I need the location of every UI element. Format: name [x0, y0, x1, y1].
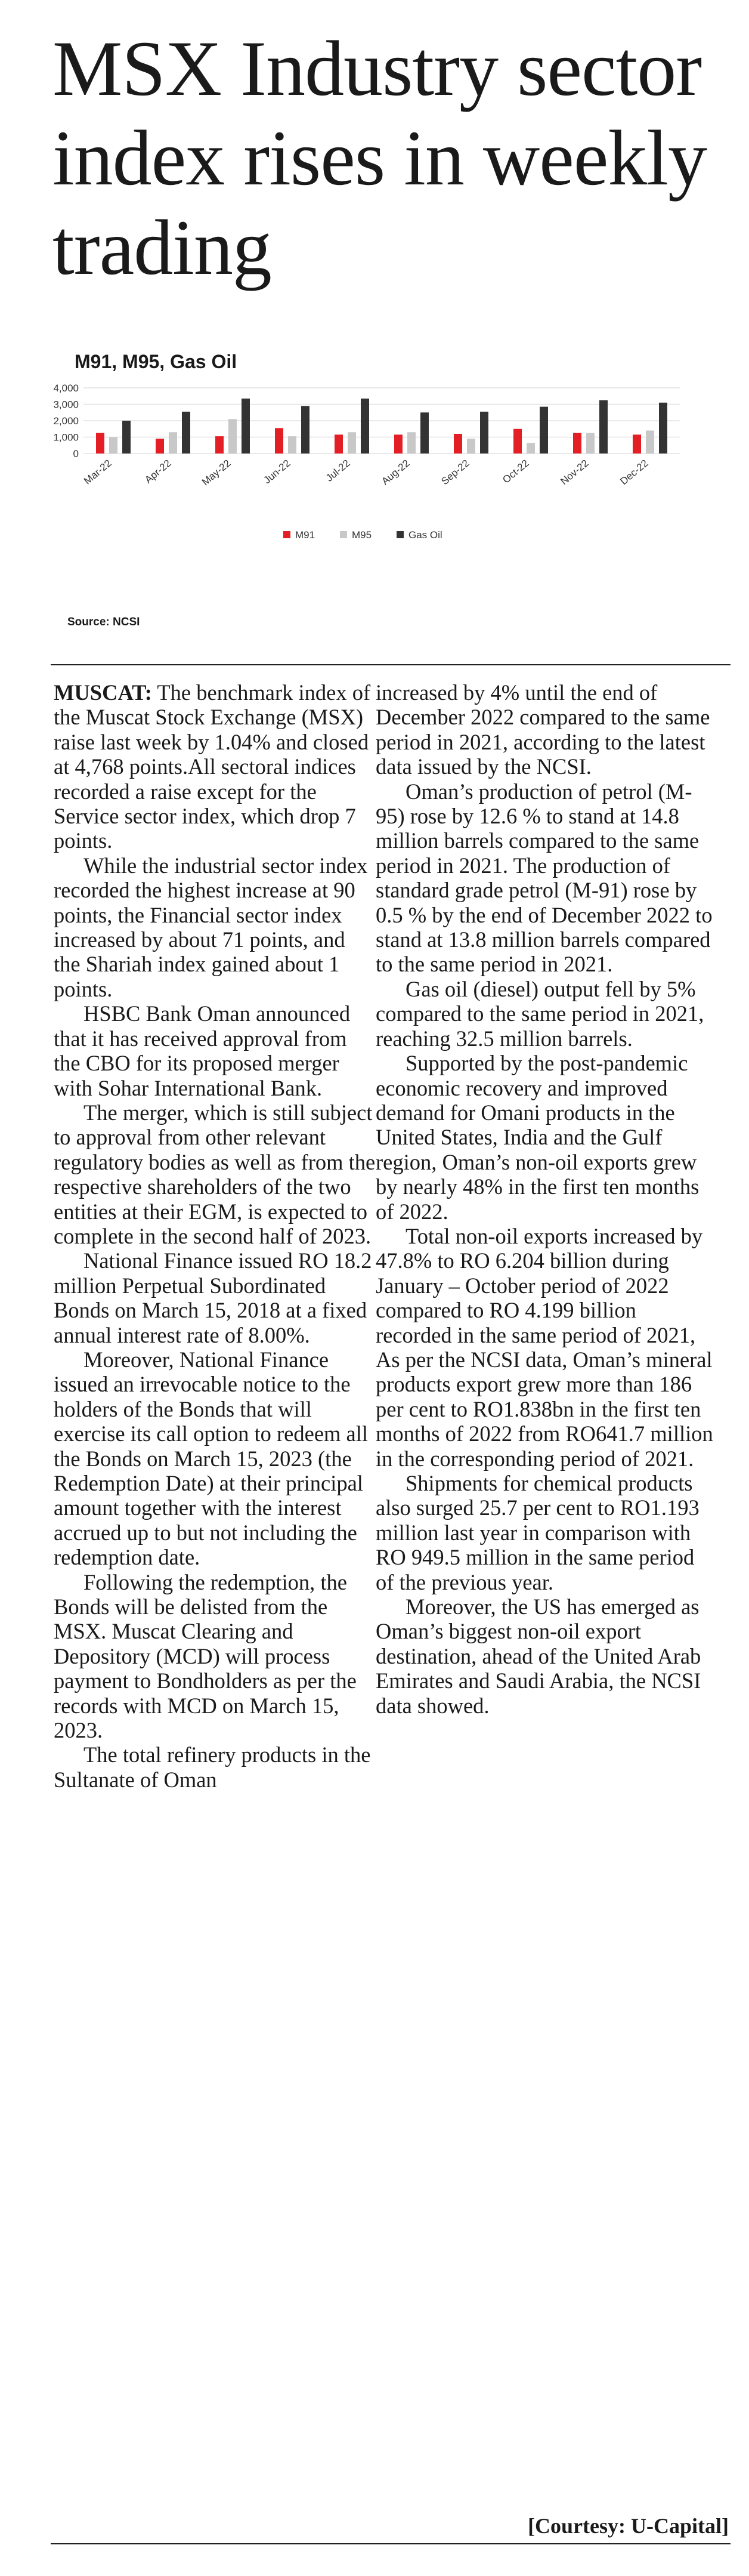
y-tick-label: 3,000	[53, 399, 79, 411]
bar-m95	[169, 432, 177, 454]
bar-m91	[156, 439, 164, 454]
legend-swatch	[397, 531, 404, 538]
bar-m95	[407, 432, 416, 454]
right-column	[376, 680, 716, 1718]
bar-m95	[348, 432, 356, 454]
article-paragraph: Moreover, National Finance issued an irrevocable notice to the holders of the Bonds that will exercise its call option to redeem all the Bonds on March 15, 2023 (the Redemption Date) at their principal amount together with the interest accrued up to but not including the redemption date.	[54, 1347, 369, 1570]
x-tick-label: Aug-22	[379, 457, 412, 488]
x-tick-label: Jun-22	[261, 457, 293, 486]
legend-label: M95	[352, 529, 372, 541]
article-paragraph	[54, 680, 376, 853]
bar-m91	[96, 433, 104, 454]
x-tick-label: Dec-22	[618, 457, 651, 488]
bar-gas-oil	[122, 421, 131, 454]
bar-m91	[633, 434, 641, 454]
x-tick-label: Apr-22	[143, 457, 174, 486]
legend-swatch	[340, 531, 347, 538]
top-divider	[51, 664, 731, 665]
article-paragraph: Following the redemption, the Bonds will be delisted from the MSX. Muscat Clearing and Depository (MCD) will process payment to Bondholders as per the records with MCD on March 15, 2023.	[54, 1569, 357, 1743]
bar-m95	[586, 433, 595, 454]
bar-m95	[646, 431, 654, 454]
article-paragraph: Oman’s production of petrol (M-95) rose by 12.6 % to stand at 14.8 million barrels compared to the same period in 2021. The production of standard grade petrol (M-91) rose by 0.5 % by the end of December 2022 to stand at 13.8 million barrels compared to the same period in 2021.	[376, 779, 713, 977]
article-paragraph: Moreover, the US has emerged as Oman’s biggest non-oil export destination, ahead of the United Arab Emirates and Saudi Arabia, the NCSI data showed.	[376, 1594, 701, 1718]
courtesy-credit: [Courtesy: U-Capital]	[528, 2514, 729, 2538]
dateline: MUSCAT:	[54, 680, 152, 705]
article-paragraph: The merger, which is still subject to approval from other relevant regulatory bodies as well as from the respective shareholders of the two entities at their EGM, is expected to complete in the second half of 2023.	[54, 1100, 376, 1248]
x-tick-label: Jul-22	[323, 457, 352, 484]
x-tick-label: Mar-22	[82, 457, 114, 487]
chart-title: M91, M95, Gas Oil	[75, 351, 237, 372]
x-tick-label: Oct-22	[500, 457, 531, 486]
bar-m95	[228, 419, 237, 454]
bar-gas-oil	[659, 403, 667, 454]
bar-m91	[454, 434, 462, 454]
left-column	[54, 680, 376, 1792]
bar-m95	[467, 439, 475, 454]
x-tick-label: May-22	[199, 457, 233, 488]
y-tick-label: 0	[73, 448, 79, 459]
y-tick-label: 2,000	[53, 415, 79, 427]
x-tick-label: Nov-22	[558, 457, 591, 488]
bar-gas-oil	[420, 412, 429, 454]
bar-m95	[288, 436, 296, 454]
bar-gas-oil	[182, 412, 190, 454]
bar-chart	[53, 376, 692, 615]
article-paragraph: Total non-oil exports increased by 47.8% to RO 6.204 billion during January – October period of 2022 compared to RO 4.199 billion recorded in the same period of 2021, As per the NCSI data, Oman’s mineral products export grew more than 186 per cent to RO1.838bn in the first ten months of 2022 from RO641.7 million in the corresponding period of 2021.	[376, 1223, 713, 1471]
bar-gas-oil	[599, 400, 608, 454]
bar-gas-oil	[361, 399, 369, 454]
bar-gas-oil	[301, 406, 309, 454]
bar-gas-oil	[242, 399, 250, 454]
article-paragraph: Shipments for chemical products also surged 25.7 per cent to RO1.193 million last year in comparison with RO 949.5 million in the same period of the previous year.	[376, 1471, 700, 1594]
legend-label: M91	[295, 529, 315, 541]
bottom-divider	[51, 2543, 731, 2544]
article-paragraph: Supported by the post-pandemic economic recovery and improved demand for Omani products in the United States, India and the Gulf region, Oman’s non-oil exports grew by nearly 48% in the first ten months of 2022.	[376, 1051, 700, 1224]
bar-gas-oil	[540, 407, 548, 454]
bar-m91	[335, 434, 343, 454]
bar-m91	[275, 428, 283, 454]
bar-m91	[394, 434, 403, 454]
paragraph-text: The benchmark index of the Muscat Stock Exchange (MSX) raise last week by 1.04% and closed at 4,768 points.All sectoral indices recorded a raise except for the Service sector index, which drop 7 points.	[54, 680, 371, 853]
y-tick-label: 4,000	[53, 382, 79, 394]
x-tick-label: Sep-22	[439, 457, 472, 488]
article-paragraph: While the industrial sector index recorded the highest increase at 90 points, the Financial sector index increased by about 71 points, and the Shariah index gained about 1 points.	[54, 853, 368, 1001]
bar-m95	[527, 443, 535, 454]
bar-m91	[215, 436, 224, 454]
bar-m95	[109, 437, 117, 454]
headline: MSX Industry sector index rises in weekly trading	[52, 24, 707, 291]
legend-swatch	[283, 531, 290, 538]
y-tick-label: 1,000	[53, 431, 79, 443]
bar-m91	[513, 429, 522, 454]
chart-source: Source: NCSI	[67, 616, 140, 628]
article-paragraph: The total refinery products in the Sultanate of Oman	[54, 1742, 371, 1792]
article-paragraph: HSBC Bank Oman announced that it has received approval from the CBO for its proposed merger with Sohar International Bank.	[54, 1001, 351, 1100]
article-paragraph: increased by 4% until the end of December 2022 compared to the same period in 2021, according to the latest data issued by the NCSI.	[376, 680, 710, 779]
article-paragraph: Gas oil (diesel) output fell by 5% compared to the same period in 2021, reaching 32.5 million barrels.	[376, 976, 704, 1051]
bar-m91	[573, 433, 581, 454]
bar-gas-oil	[480, 412, 488, 454]
legend-label: Gas Oil	[408, 529, 442, 541]
article-paragraph: National Finance issued RO 18.2 million Perpetual Subordinated Bonds on March 15, 2018 at a fixed annual interest rate of 8.00%.	[54, 1248, 372, 1347]
